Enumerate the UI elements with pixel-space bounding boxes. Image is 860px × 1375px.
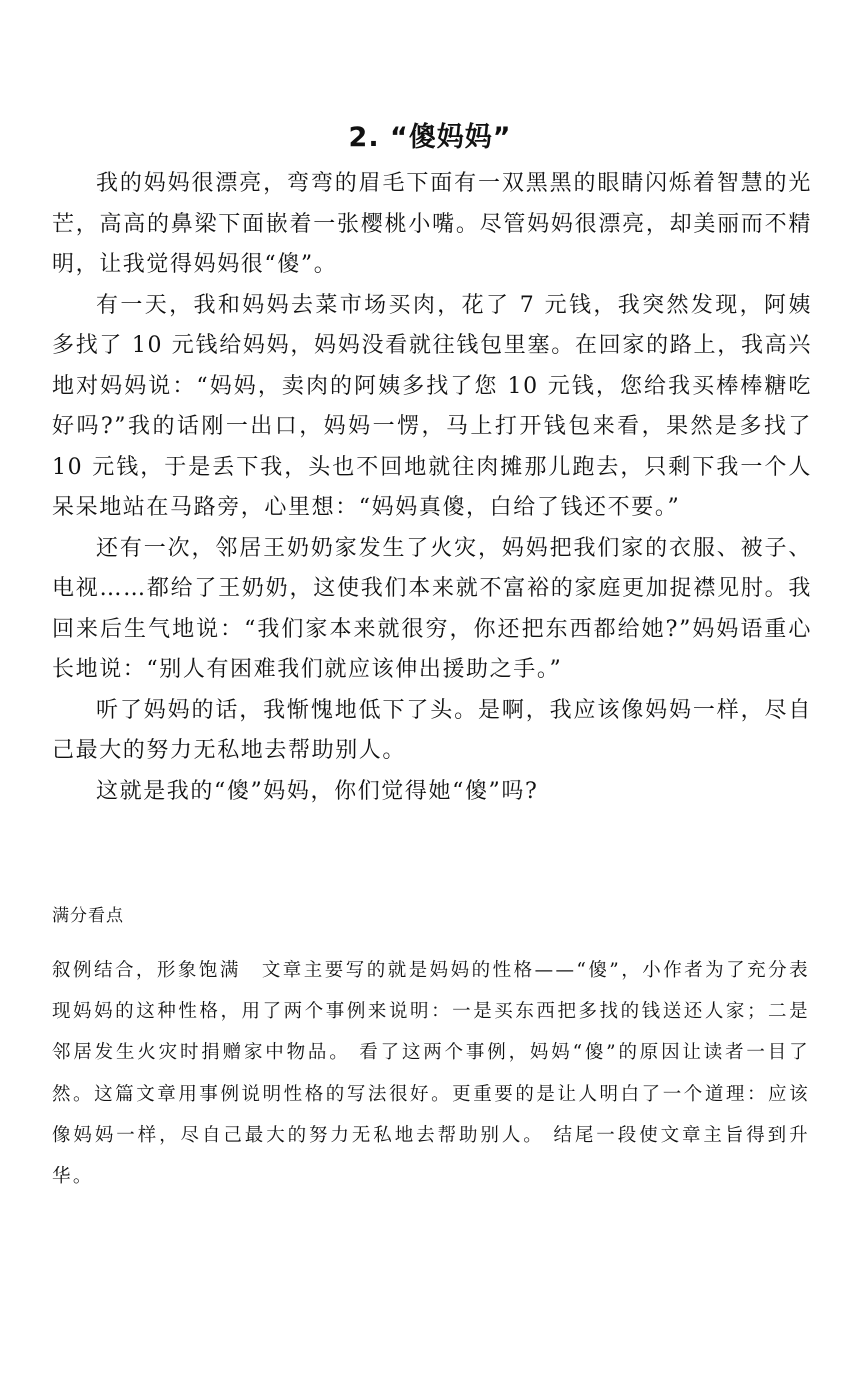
essay-body: [52, 164, 812, 812]
comment-text: 叙例结合，形象饱满 文章主要写的就是妈妈的性格——“傻”，小作者为了充分表现妈妈的这种性格，用了两个事例来说明：一是买东西把多找的钱送还人家；二是邻居发生火灾时捐赠家中物品。 看了这两个事例，妈妈“傻”的原因让读者一目了然。这篇文章用事例说明性格的写法很好。更重要的是让人明白了一个道理：应该像妈妈一样，尽自己最大的努力无私地去帮助别人。 结尾一段使文章主旨得到升华。: [52, 960, 810, 1188]
essay-paragraph-1: 我的妈妈很漂亮，弯弯的眉毛下面有一双黑黑的眼睛闪烁着智慧的光芒，高高的鼻梁下面嵌着一张樱桃小嘴。尽管妈妈很漂亮，却美丽而不精明，让我觉得妈妈很“傻”。: [52, 171, 812, 277]
essay-paragraph-4: 听了妈妈的话，我惭愧地低下了头。是啊，我应该像妈妈一样，尽自己最大的努力无私地去帮助别人。: [52, 697, 812, 763]
essay-title: 2. “傻妈妈”: [348, 122, 512, 153]
essay-paragraph-3: 还有一次，邻居王奶奶家发生了火灾，妈妈把我们家的衣服、被子、电视……都给了王奶奶，这使我们本来就不富裕的家庭更加捉襟见肘。我回来后生气地说：“我们家本来就很穷，你还把东西都给她?”妈妈语重心长地说：“别人有困难我们就应该伸出援助之手。”: [52, 535, 812, 682]
essay-paragraph-5: 这就是我的“傻”妈妈，你们觉得她“傻”吗?: [96, 778, 539, 804]
essay-paragraph-2: 有一天，我和妈妈去菜市场买肉，花了 7 元钱，我突然发现，阿姨多找了 10 元钱给妈妈，妈妈没看就往钱包里塞。在回家的路上，我高兴地对妈妈说：“妈妈，卖肉的阿姨多找了您 10 元钱，您给我买棒棒糖吃好吗?”我的话刚一出口，妈妈一愣，马上打开钱包来看，果然是多找了 10 元钱，于是丢下我，头也不回地就往肉摊那儿跑去，只剩下我一个人呆呆地站在马路旁，心里想：“妈妈真傻，白给了钱还不要。”: [52, 292, 812, 520]
comment-heading: 满分看点: [52, 906, 124, 926]
